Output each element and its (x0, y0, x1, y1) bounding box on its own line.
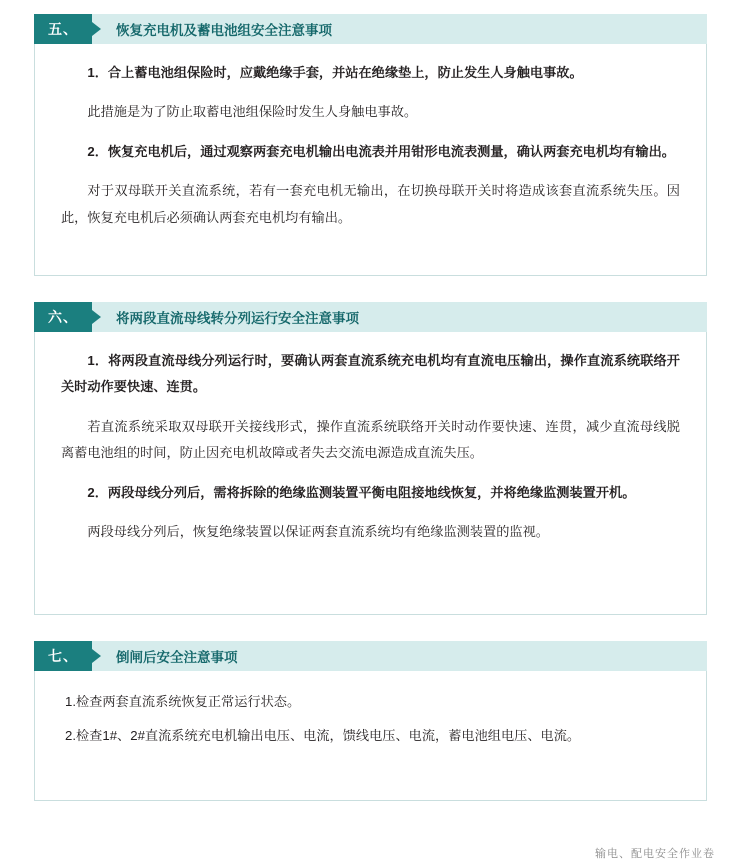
list-item: 2.检查1#、2#直流系统充电机输出电压、电流，馈线电压、电流，蓄电池组电压、电流。 (65, 728, 581, 744)
section-six-number: 六、 (34, 302, 92, 332)
section-seven-title: 倒闸后安全注意事项 (116, 650, 238, 665)
section-six-header (34, 302, 707, 332)
section-five-title: 恢复充电机及蓄电池组安全注意事项 (116, 23, 332, 38)
page-footer: 输电、配电安全作业卷 (595, 848, 715, 860)
section-six-title: 将两段直流母线转分列运行安全注意事项 (116, 311, 359, 326)
section-five-number: 五、 (34, 14, 92, 44)
paragraph: 2．两段母线分列后，需将拆除的绝缘监测装置平衡电阻接地线恢复，并将绝缘监测装置开机。 (87, 484, 636, 500)
paragraph: 对于双母联开关直流系统，若有一套充电机无输出，在切换母联开关时将造成该套直流系统失压。因此，恢复充电机后必须确认两套充电机均有输出。 (61, 183, 680, 225)
paragraph: 此措施是为了防止取蓄电池组保险时发生人身触电事故。 (87, 104, 418, 120)
paragraph: 两段母线分列后，恢复绝缘装置以保证两套直流系统均有绝缘监测装置的监视。 (87, 524, 549, 540)
paragraph: 1．合上蓄电池组保险时，应戴绝缘手套，并站在绝缘垫上，防止发生人身触电事故。 (87, 65, 583, 80)
paragraph: 2．恢复充电机后，通过观察两套充电机输出电流表并用钳形电流表测量，确认两套充电机均有输出。 (87, 143, 675, 159)
section-seven-number: 七、 (34, 641, 92, 671)
section-seven-body (34, 671, 707, 801)
section-five-body (34, 44, 707, 276)
section-five-header (34, 14, 707, 44)
section-seven-header (34, 641, 707, 671)
section-six-body (34, 332, 707, 615)
paragraph: 1．将两段直流母线分列运行时，要确认两套直流系统充电机均有直流电压输出，操作直流系统联络开关时动作要快速、连贯。 (61, 353, 680, 395)
list-item: 1.检查两套直流系统恢复正常运行状态。 (65, 694, 301, 709)
section-six (34, 302, 707, 615)
section-five (34, 14, 707, 276)
section-seven (34, 641, 707, 801)
paragraph: 若直流系统采取双母联开关接线形式，操作直流系统联络开关时动作要快速、连贯，减少直流母线脱离蓄电池组的时间，防止因充电机故障或者失去交流电源造成直流失压。 (61, 418, 680, 461)
